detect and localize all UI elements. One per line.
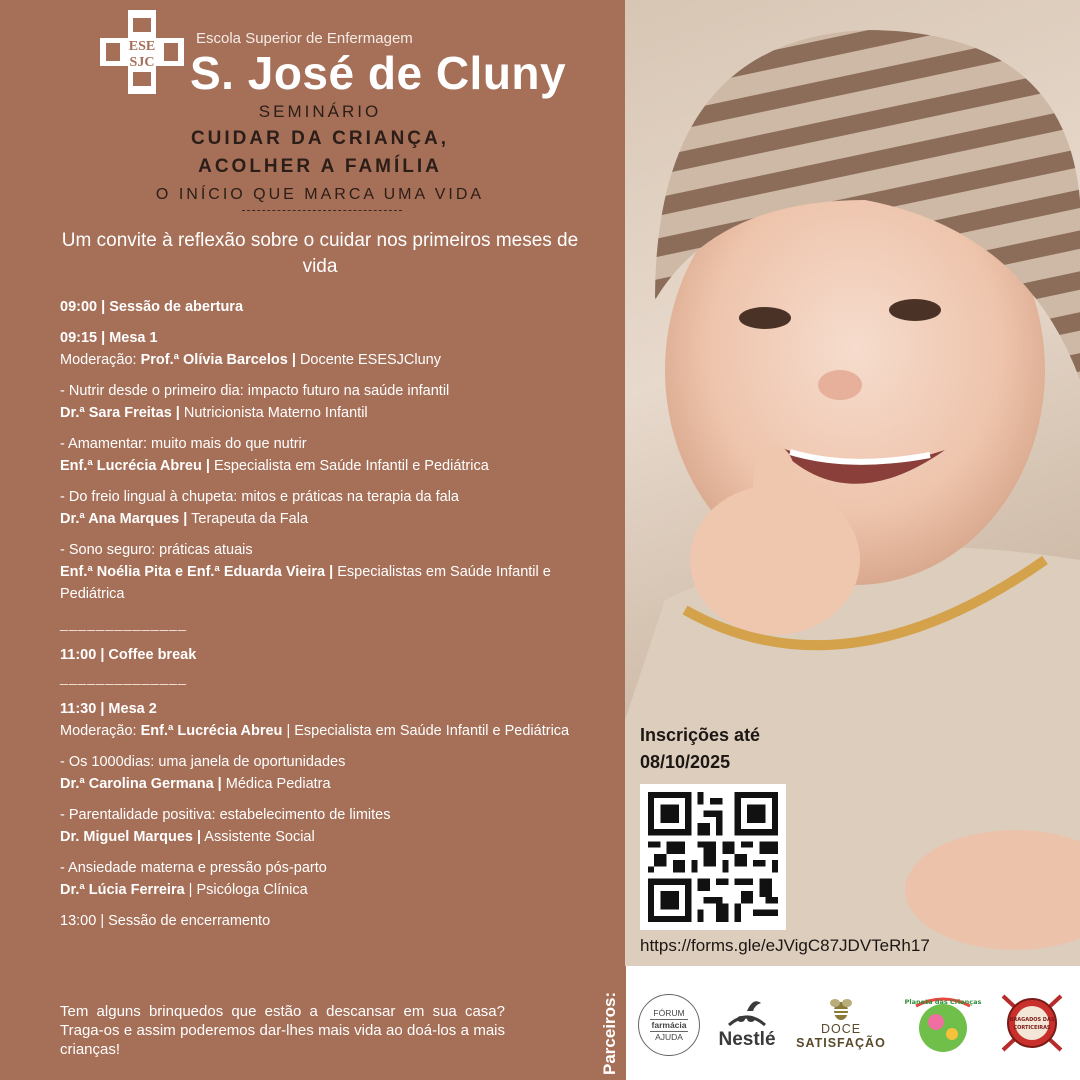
mesa1-talk: - Amamentar: muito mais do que nutrir Enf.ª Lucrécia Abreu | Especialista em Saúde Infantil e Pediátrica bbox=[60, 436, 489, 474]
school-logo bbox=[100, 10, 184, 94]
partners-label: Parceiros: bbox=[600, 991, 619, 1075]
closing-time: 13:00 bbox=[60, 913, 97, 929]
partner-bragados-das-corticeiras-logo bbox=[996, 988, 1068, 1058]
mesa2-header: 11:30 | Mesa 2 Moderação: Enf.ª Lucrécia Abreu | Especialista em Saúde Infantil e Pediátrica bbox=[60, 701, 570, 739]
forum-line2: farmácia bbox=[651, 1019, 687, 1030]
bragados-badge-icon bbox=[997, 990, 1067, 1056]
registration-date: 08/10/2025 bbox=[640, 752, 731, 772]
bragados-line2: CORTICEIRAS bbox=[1013, 1025, 1051, 1031]
seminar-title-line1: CUIDAR DA CRIANÇA, bbox=[190, 128, 450, 149]
talk-role: Assistente Social bbox=[204, 829, 315, 845]
talk-topic: - Ansiedade materna e pressão pós-parto bbox=[60, 860, 327, 876]
planet-icon bbox=[904, 990, 982, 1056]
registration-label: Inscrições até bbox=[640, 725, 761, 745]
mesa2-talk: - Parentalidade positiva: estabelecimento de limites Dr. Miguel Marques | Assistente Social bbox=[60, 807, 391, 845]
mesa1-talk: - Do freio lingual à chupeta: mitos e práticas na terapia da fala Dr.ª Ana Marques | Terapeuta da Fala bbox=[60, 489, 459, 527]
mesa2-time: 11:30 bbox=[60, 701, 97, 717]
talk-topic: - Os 1000dias: uma janela de oportunidades bbox=[60, 754, 346, 770]
mesa1-title: Mesa 1 bbox=[109, 330, 158, 346]
qr-code[interactable] bbox=[640, 784, 786, 930]
talk-role: Psicóloga Clínica bbox=[196, 882, 308, 898]
mesa2-moderator: Enf.ª Lucrécia Abreu bbox=[140, 723, 283, 739]
separator: ______________ bbox=[60, 616, 187, 632]
program-opening: 09:00 | Sessão de abertura bbox=[60, 299, 244, 315]
forum-line3: AJUDA bbox=[655, 1031, 683, 1042]
mesa1-talk: - Nutrir desde o primeiro dia: impacto futuro na saúde infantil Dr.ª Sara Freitas | Nutricionista Materno Infantil bbox=[60, 383, 450, 421]
mesa2-talk: - Ansiedade materna e pressão pós-parto Dr.ª Lúcia Ferreira | Psicóloga Clínica bbox=[60, 860, 327, 898]
bragados-line1: BRAGADOS DAS bbox=[1009, 1017, 1055, 1023]
mesa1-time: 09:15 bbox=[60, 330, 98, 346]
seminar-subtitle: O INÍCIO QUE MARCA UMA VIDA bbox=[155, 186, 485, 203]
doce-line1: DOCE bbox=[820, 1022, 862, 1036]
talk-topic: - Parentalidade positiva: estabelecimento de limites bbox=[60, 807, 391, 823]
mesa1-moderation-label: Moderação: bbox=[60, 352, 137, 368]
mesa1-talk: - Sono seguro: práticas atuais Enf.ª Noélia Pita e Enf.ª Eduarda Vieira | Especialistas em Saúde Infantil e Pediátrica bbox=[60, 542, 551, 602]
program-closing: 13:00 | Sessão de encerramento bbox=[60, 913, 271, 929]
coffee-time: 11:00 bbox=[60, 647, 97, 663]
talk-speaker: Enf.ª Lucrécia Abreu bbox=[60, 458, 202, 474]
talk-role: Médica Pediatra bbox=[225, 776, 331, 792]
talk-speaker: Dr.ª Sara Freitas bbox=[60, 405, 172, 421]
talk-speaker: Dr.ª Lúcia Ferreira bbox=[60, 882, 185, 898]
talk-topic: - Amamentar: muito mais do que nutrir bbox=[60, 436, 307, 452]
talk-speaker: Enf.ª Noélia Pita e Enf.ª Eduarda Vieira bbox=[60, 564, 326, 580]
logo-monogram-top: ESE bbox=[128, 39, 156, 54]
talk-role: Terapeuta da Fala bbox=[191, 511, 309, 527]
mesa2-moderation-label: Moderação: bbox=[60, 723, 137, 739]
separator: ______________ bbox=[60, 670, 187, 686]
program bbox=[60, 296, 585, 941]
coffee-title: Coffee break bbox=[108, 647, 197, 663]
mesa2-talk: - Os 1000dias: uma janela de oportunidades Dr.ª Carolina Germana | Médica Pediatra bbox=[60, 754, 346, 792]
invitation-text: Um convite à reflexão sobre o cuidar nos primeiros meses de vida bbox=[61, 230, 579, 277]
closing-title: Sessão de encerramento bbox=[108, 913, 271, 929]
partner-forum-farmacia-logo bbox=[638, 994, 700, 1056]
partner-nestle-logo bbox=[712, 988, 782, 1058]
mesa1-header: 09:15 | Mesa 1 Moderação: Prof.ª Olívia Barcelos | Docente ESESJCluny bbox=[60, 330, 441, 368]
seminar-divider bbox=[242, 210, 402, 211]
mesa1-moderator-role: Docente ESESJCluny bbox=[299, 352, 441, 368]
toys-message: Tem alguns brinquedos que estão a descansar em sua casa? Traga-os e assim poderemos dar-lhes mais vida ao doá-los a mais crianças! bbox=[60, 1003, 505, 1058]
talk-speaker: Dr.ª Ana Marques bbox=[60, 511, 180, 527]
school-subtitle: Escola Superior de Enfermagem bbox=[196, 30, 413, 47]
mesa2-moderator-role: Especialista em Saúde Infantil e Pediátrica bbox=[294, 723, 570, 739]
talk-role: Nutricionista Materno Infantil bbox=[183, 405, 368, 421]
talk-topic: - Nutrir desde o primeiro dia: impacto futuro na saúde infantil bbox=[60, 383, 450, 399]
partner-planeta-das-criancas-logo bbox=[904, 988, 982, 1058]
bee-icon bbox=[828, 996, 854, 1022]
school-name: S. José de Cluny bbox=[190, 47, 567, 99]
talk-speaker: Dr.ª Carolina Germana bbox=[60, 776, 214, 792]
nest-icon bbox=[725, 995, 769, 1029]
talk-role: Especialistas em Saúde Infantil e Pediátrica bbox=[60, 564, 551, 602]
opening-time: 09:00 bbox=[60, 299, 98, 315]
opening-title: Sessão de abertura bbox=[109, 299, 244, 315]
forum-line1: FÓRUM bbox=[653, 1007, 685, 1018]
mesa2-title: Mesa 2 bbox=[108, 701, 157, 717]
seminar-label: SEMINÁRIO bbox=[258, 102, 382, 121]
doce-line2: SATISFAÇÃO bbox=[796, 1036, 886, 1050]
planeta-wordmark: Planeta das Crianças bbox=[904, 998, 982, 1006]
registration-url[interactable]: https://forms.gle/eJVigC87JDVTeRh17 bbox=[640, 936, 930, 955]
talk-speaker: Dr. Miguel Marques bbox=[60, 829, 193, 845]
mesa1-moderator: Prof.ª Olívia Barcelos bbox=[140, 352, 288, 368]
partner-doce-satisfacao-logo bbox=[792, 988, 890, 1058]
program-coffee: 11:00 | Coffee break bbox=[60, 647, 197, 663]
registration-info bbox=[640, 722, 760, 776]
talk-topic: - Sono seguro: práticas atuais bbox=[60, 542, 253, 558]
talk-topic: - Do freio lingual à chupeta: mitos e práticas na terapia da fala bbox=[60, 489, 459, 505]
logo-monogram-bottom: SJC bbox=[129, 55, 155, 70]
seminar-title-line2: ACOLHER A FAMÍLIA bbox=[198, 156, 442, 177]
nestle-wordmark: Nestlé bbox=[718, 1029, 776, 1050]
talk-role: Especialista em Saúde Infantil e Pediátrica bbox=[213, 458, 489, 474]
